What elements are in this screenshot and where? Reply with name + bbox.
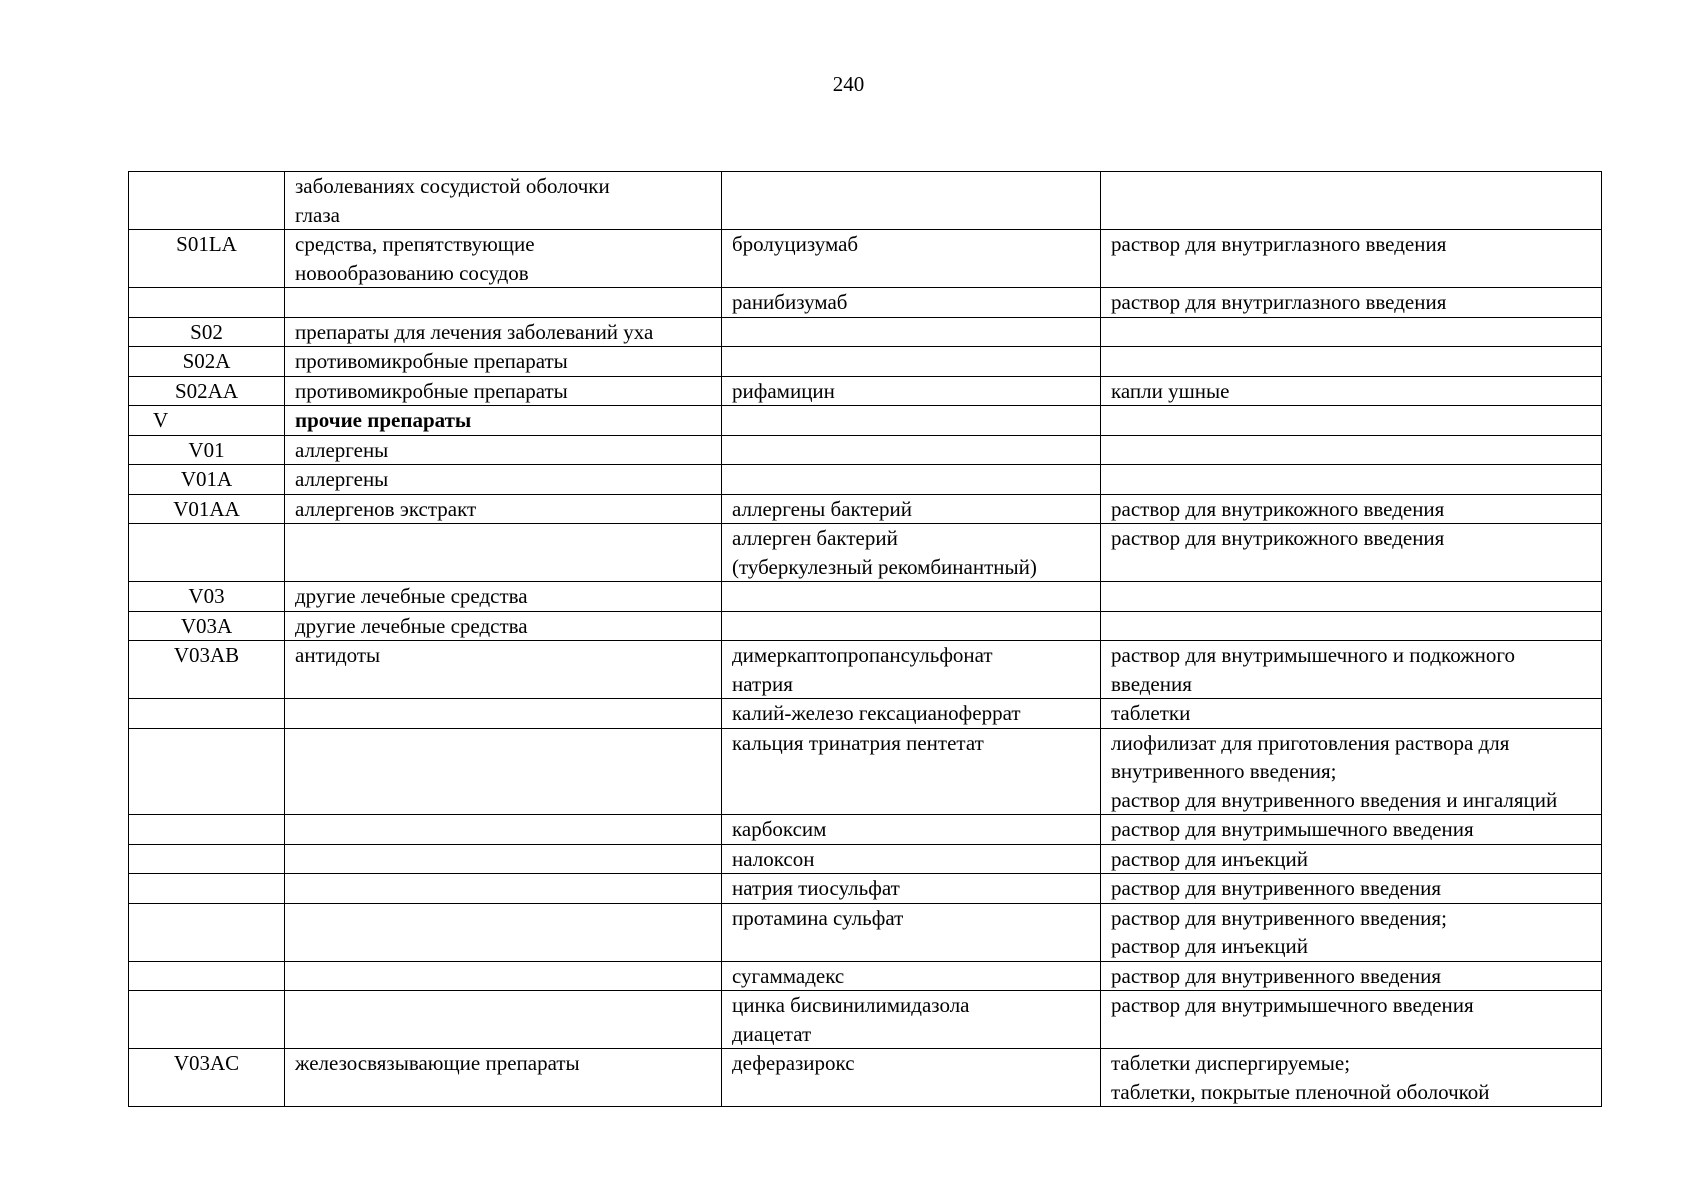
drug-name-text: сугаммадекс (732, 963, 845, 988)
drug-name-cell (722, 611, 1101, 641)
atc-code-cell: V01AA (129, 494, 285, 524)
page-number: 240 (832, 72, 865, 96)
table-row (129, 874, 1602, 904)
atc-code-cell (129, 524, 285, 582)
dosage-form-text: таблетки диспергируемые; (1111, 1051, 1351, 1075)
drug-table (128, 171, 1602, 1107)
group-cell (285, 903, 722, 961)
drug-name-cell (722, 172, 1101, 230)
dosage-form-cell (1101, 524, 1602, 582)
dosage-form-text: раствор для инъекций (1111, 934, 1308, 958)
drug-name-cell (722, 641, 1101, 699)
atc-code-cell: V01 (129, 435, 285, 465)
drug-name-text: налоксон (732, 846, 815, 871)
atc-code-cell: S02A (129, 347, 285, 377)
group-text: прочие препараты (295, 408, 472, 432)
dosage-form-cell (1101, 728, 1602, 815)
drug-name-text: кальция тринатрия пентетат (732, 730, 984, 755)
drug-name-text: протамина сульфат (732, 905, 904, 930)
atc-code-cell: S01LA (129, 230, 285, 288)
dosage-form-cell (1101, 611, 1602, 641)
dosage-form-text: внутривенного введения; (1111, 759, 1337, 783)
table-row (129, 317, 1602, 347)
dosage-form-text: раствор для внутримышечного и подкожного (1111, 643, 1516, 667)
drug-name-text: натрия (732, 671, 793, 696)
group-cell (285, 1049, 722, 1107)
table-row (129, 641, 1602, 699)
group-cell (285, 524, 722, 582)
group-cell (285, 961, 722, 991)
drug-name-text: аллергены бактерий (732, 496, 912, 521)
drug-name-text: цинка бисвинилимидазола (732, 993, 970, 1017)
drug-name-text: рифамицин (732, 378, 835, 403)
table-row (129, 815, 1602, 845)
table-row (129, 347, 1602, 377)
atc-code-cell (129, 172, 285, 230)
atc-code-cell (129, 874, 285, 904)
table-row (129, 230, 1602, 288)
dosage-form-text: лиофилизат для приготовления раствора для (1111, 730, 1510, 755)
dosage-form-cell (1101, 844, 1602, 874)
group-cell (285, 844, 722, 874)
drug-name-cell (722, 376, 1101, 406)
atc-code-cell: V (129, 406, 285, 436)
drug-name-cell (722, 230, 1101, 288)
table-row (129, 611, 1602, 641)
group-cell (285, 582, 722, 612)
table-row (129, 961, 1602, 991)
drug-name-cell (722, 288, 1101, 318)
drug-name-cell (722, 347, 1101, 377)
atc-code-cell: V03A (129, 611, 285, 641)
table-row (129, 582, 1602, 612)
table-row (129, 844, 1602, 874)
dosage-form-text: раствор для внутривенного введения (1111, 876, 1442, 900)
drug-name-text: карбоксим (732, 817, 827, 841)
atc-code-cell (129, 991, 285, 1049)
group-cell (285, 815, 722, 845)
drug-name-cell (722, 874, 1101, 904)
group-text: аллергены (295, 467, 389, 491)
group-cell (285, 288, 722, 318)
dosage-form-cell (1101, 903, 1602, 961)
table-row (129, 728, 1602, 815)
group-text: железосвязывающие препараты (295, 1051, 580, 1075)
drug-name-cell (722, 961, 1101, 991)
group-text: другие лечебные средства (295, 584, 528, 608)
atc-code-cell (129, 728, 285, 815)
group-cell (285, 699, 722, 729)
dosage-form-cell (1101, 230, 1602, 288)
table-row (129, 376, 1602, 406)
dosage-form-cell (1101, 582, 1602, 612)
group-cell (285, 728, 722, 815)
group-text: противомикробные препараты (295, 349, 568, 373)
drug-name-text: ранибизумаб (732, 290, 848, 314)
group-text: заболеваниях сосудистой оболочки (295, 174, 610, 198)
dosage-form-text: капли ушные (1111, 378, 1230, 403)
drug-name-cell (722, 815, 1101, 845)
table-row (129, 288, 1602, 318)
dosage-form-cell (1101, 347, 1602, 377)
table-row (129, 524, 1602, 582)
group-cell (285, 230, 722, 288)
dosage-form-text: раствор для внутривенного введения; (1111, 905, 1447, 930)
drug-name-cell (722, 844, 1101, 874)
group-cell (285, 317, 722, 347)
drug-name-text: димеркаптопропансульфонат (732, 643, 993, 667)
drug-name-cell (722, 494, 1101, 524)
drug-name-text: (туберкулезный рекомбинантный) (732, 554, 1037, 579)
group-cell (285, 465, 722, 495)
group-cell (285, 494, 722, 524)
atc-code-cell: S02 (129, 317, 285, 347)
dosage-form-text: раствор для инъекций (1111, 846, 1308, 871)
dosage-form-text: раствор для внутримышечного введения (1111, 817, 1474, 841)
dosage-form-cell (1101, 815, 1602, 845)
dosage-form-cell (1101, 435, 1602, 465)
dosage-form-text: введения (1111, 671, 1192, 696)
atc-code-cell (129, 903, 285, 961)
dosage-form-text: таблетки, покрытые пленочной оболочкой (1111, 1079, 1490, 1104)
group-cell (285, 611, 722, 641)
group-cell (285, 406, 722, 436)
dosage-form-cell (1101, 874, 1602, 904)
atc-code-cell (129, 961, 285, 991)
group-text: другие лечебные средства (295, 613, 528, 638)
dosage-form-text: раствор для внутривенного введения (1111, 963, 1442, 988)
table-row (129, 1049, 1602, 1107)
group-text: средства, препятствующие (295, 232, 535, 256)
table-row (129, 699, 1602, 729)
dosage-form-cell (1101, 991, 1602, 1049)
drug-name-cell (722, 406, 1101, 436)
group-text: аллергенов экстракт (295, 496, 477, 521)
drug-name-cell (722, 435, 1101, 465)
table-row (129, 991, 1602, 1049)
drug-name-cell (722, 582, 1101, 612)
group-text: антидоты (295, 643, 381, 667)
drug-name-cell (722, 1049, 1101, 1107)
group-cell (285, 874, 722, 904)
dosage-form-cell (1101, 288, 1602, 318)
atc-code-cell (129, 699, 285, 729)
dosage-form-cell (1101, 172, 1602, 230)
table-row (129, 465, 1602, 495)
drug-name-cell (722, 465, 1101, 495)
group-text: препараты для лечения заболеваний уха (295, 319, 654, 344)
drug-name-cell (722, 903, 1101, 961)
dosage-form-cell (1101, 376, 1602, 406)
group-text: аллергены (295, 437, 389, 462)
group-text: новообразованию сосудов (295, 260, 529, 285)
drug-name-cell (722, 991, 1101, 1049)
atc-code-cell: V01A (129, 465, 285, 495)
dosage-form-text: раствор для внутриглазного введения (1111, 232, 1447, 256)
dosage-form-text: раствор для внутримышечного введения (1111, 993, 1474, 1017)
dosage-form-cell (1101, 465, 1602, 495)
dosage-form-text: раствор для внутривенного введения и ингаляций (1111, 787, 1558, 812)
dosage-form-text: раствор для внутрикожного введения (1111, 526, 1445, 550)
group-cell (285, 435, 722, 465)
drug-name-cell (722, 524, 1101, 582)
group-text: противомикробные препараты (295, 378, 568, 403)
dosage-form-text: раствор для внутрикожного введения (1111, 496, 1445, 521)
drug-name-text: калий-железо гексацианоферрат (732, 701, 1021, 725)
dosage-form-cell (1101, 1049, 1602, 1107)
drug-name-cell (722, 728, 1101, 815)
table-row (129, 435, 1602, 465)
dosage-form-cell (1101, 317, 1602, 347)
group-cell (285, 172, 722, 230)
drug-name-text: диацетат (732, 1021, 812, 1046)
table-row (129, 903, 1602, 961)
table-row (129, 494, 1602, 524)
drug-name-text: бролуцизумаб (732, 232, 859, 256)
atc-code-cell (129, 844, 285, 874)
dosage-form-cell (1101, 641, 1602, 699)
atc-code-cell: V03 (129, 582, 285, 612)
atc-code-cell: V03AC (129, 1049, 285, 1107)
drug-name-text: деферазирокс (732, 1051, 855, 1075)
drug-name-cell (722, 699, 1101, 729)
dosage-form-cell (1101, 494, 1602, 524)
atc-code-cell (129, 815, 285, 845)
dosage-form-cell (1101, 961, 1602, 991)
dosage-form-cell (1101, 406, 1602, 436)
drug-name-cell (722, 317, 1101, 347)
drug-name-text: аллерген бактерий (732, 526, 898, 550)
table-row (129, 172, 1602, 230)
atc-code-cell: S02AA (129, 376, 285, 406)
dosage-form-text: раствор для внутриглазного введения (1111, 290, 1447, 314)
dosage-form-cell (1101, 699, 1602, 729)
drug-name-text: натрия тиосульфат (732, 876, 900, 900)
atc-code-cell: V03AB (129, 641, 285, 699)
dosage-form-text: таблетки (1111, 701, 1191, 725)
group-text: глаза (295, 202, 340, 227)
group-cell (285, 991, 722, 1049)
table-body (129, 172, 1602, 1107)
group-cell (285, 376, 722, 406)
group-cell (285, 347, 722, 377)
table-row (129, 406, 1602, 436)
group-cell (285, 641, 722, 699)
atc-code-cell (129, 288, 285, 318)
